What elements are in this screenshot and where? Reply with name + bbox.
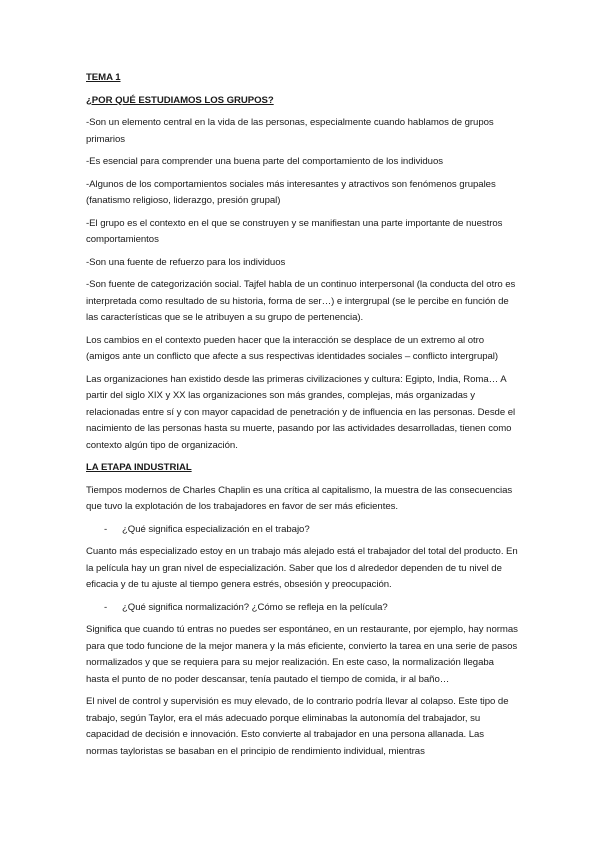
paragraph-contexto: -El grupo es el contexto en el que se construyen y se manifiestan una parte importante de nuestros comportamientos (86, 217, 503, 245)
question-text: ¿Qué significa normalización? ¿Cómo se refleja en la película? (122, 601, 388, 613)
paragraph-control-supervision: El nivel de control y supervisión es muy elevado, de lo contrario podría llevar al colapso. Este tipo de trabajo, según Taylor, era el más adecuado porque eliminabas la autonomía del trabajador, su capacidad de decisión e innovación. Esto convierte al trabajador en una persona allanada. Las normas tayloristas se basaban en el principio de rendimiento individual, mientras (86, 696, 509, 757)
answer-especializacion: Cuanto más especializado estoy en un trabajo más alejado está el trabajador del total del producto. En la película hay un gran nivel de especialización. Saber que los d alrededor dependen de tu nivel de eficacia y de tu ajuste al tiempo genera estrés, obsesión y preocupación. (86, 546, 518, 590)
question-especializacion (86, 522, 518, 539)
question-normalizacion (86, 600, 518, 617)
paragraph-fenomenos-grupales: -Algunos de los comportamientos sociales más interesantes y atractivos son fenómenos grupales (fanatismo religioso, liderazgo, presión grupal) (86, 178, 496, 206)
bullet-dash: - (104, 601, 108, 613)
section-heading-grupos: ¿POR QUÉ ESTUDIAMOS LOS GRUPOS? (86, 94, 274, 106)
tema-title: TEMA 1 (86, 72, 121, 83)
question-text: ¿Qué significa especialización en el trabajo? (122, 523, 310, 535)
paragraph-elemento-central: -Son un elemento central en la vida de las personas, especialmente cuando hablamos de grupos primarios (86, 117, 494, 145)
bullet-dash: - (104, 523, 108, 535)
paragraph-refuerzo: -Son una fuente de refuerzo para los individuos (86, 256, 286, 268)
paragraph-categorizacion: -Son fuente de categorización social. Tajfel habla de un continuo interpersonal (la conducta del otro es interpretada como resultado de su historia, forma de ser…) e intergrupal (se le percibe en función de las características que se le atribuyen a su grupo de pertenencia). (86, 279, 516, 323)
paragraph-cambios-contexto: Los cambios en el contexto pueden hacer que la interacción se desplace de un extremo al otro (amigos ante un conflicto que afecte a sus respectivas identidades sociales – conflicto intergrupal) (86, 334, 499, 362)
answer-normalizacion: Significa que cuando tú entras no puedes ser espontáneo, en un restaurante, por ejemplo, hay normas para que todo funcione de la mejor manera y la más eficiente, convierto la tarea en una serie de pasos normalizados y que se requiera para su mejor realización. En este caso, la normalización llegaba hasta el punto de no poder descansar, tenía pautado el tiempo de comida, ir al baño… (86, 624, 518, 685)
document-body (86, 70, 518, 766)
paragraph-organizaciones: Las organizaciones han existido desde las primeras civilizaciones y cultura: Egipto, India, Roma… A partir del siglo XIX y XX las organizaciones son más grandes, complejas, más organizadas y relacionadas entre sí y con mayor capacidad de penetración y de influencia en las personas. Desde el nacimiento de las personas hasta su muerte, pasando por las actividades desarrolladas, tienen como contexto algún tipo de organización. (86, 373, 516, 451)
section-heading-etapa-industrial: LA ETAPA INDUSTRIAL (86, 462, 192, 473)
paragraph-comportamiento: -Es esencial para comprender una buena parte del comportamiento de los individuos (86, 156, 443, 167)
paragraph-tiempos-modernos: Tiempos modernos de Charles Chaplin es una crítica al capitalismo, la muestra de las consecuencias que tuvo la explotación de los trabajadores en favor de ser más eficientes. (86, 484, 513, 512)
